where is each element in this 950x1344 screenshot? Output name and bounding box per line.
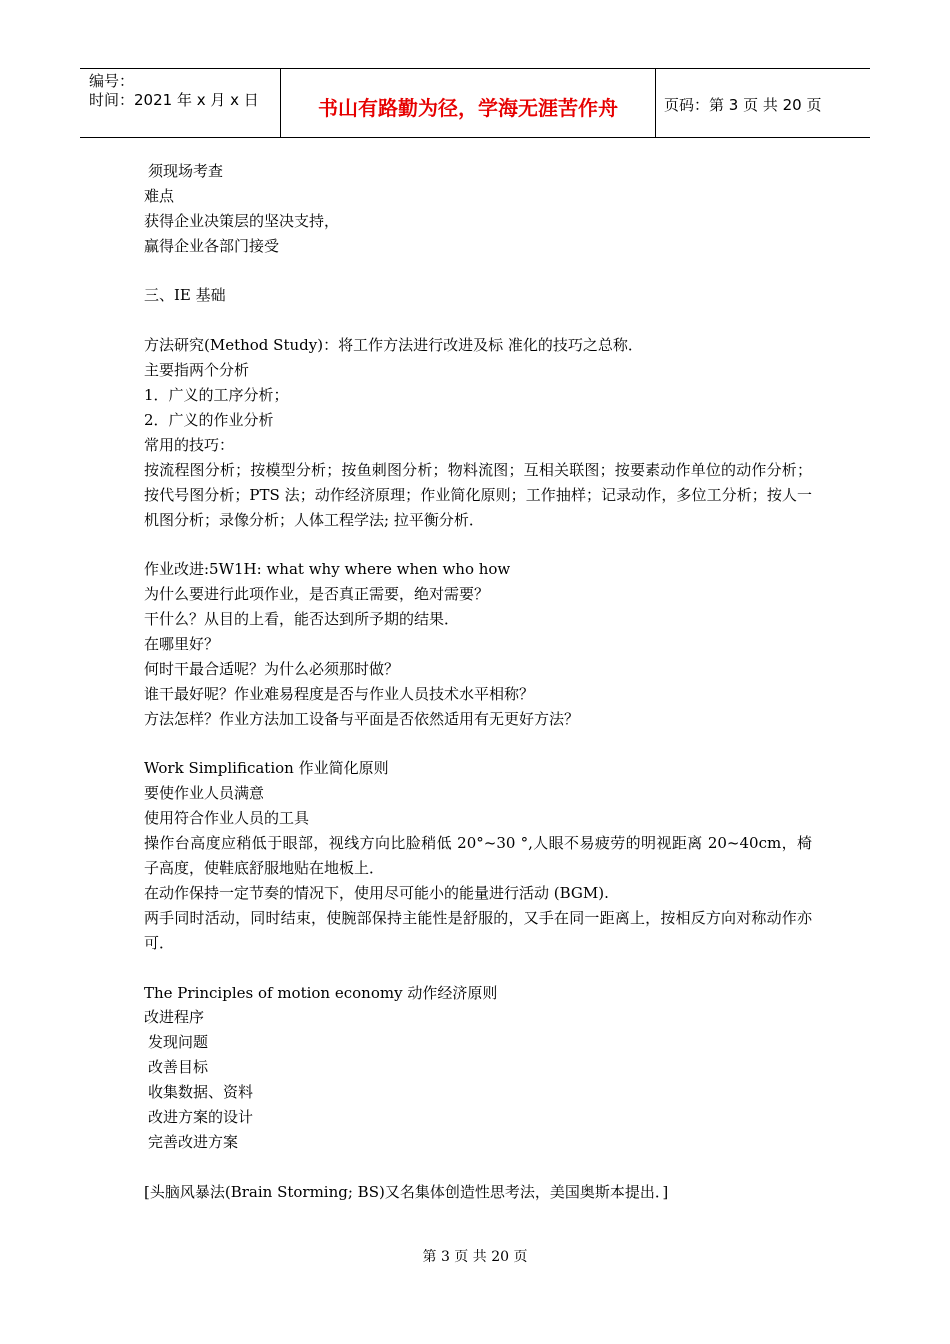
body-line: 为什么要进行此项作业，是否真正需要，绝对需要？	[144, 585, 490, 604]
body-line: 何时干最合适呢？为什么必须那时做？	[144, 659, 400, 678]
header-table	[80, 68, 870, 138]
body-line: 方法怎样？作业方法加工设备与平面是否依然适用有无更好方法？	[144, 709, 580, 728]
body-line: 常用的技巧：	[144, 435, 235, 454]
body-line: 赢得企业各部门接受	[144, 236, 280, 255]
body-line: 方法研究(Method Study)：将工作方法进行改进及标 准化的技巧之总称．	[144, 336, 643, 355]
body-line: Work Simplification 作业简化原则	[144, 759, 389, 778]
body-line: 获得企业决策层的坚决支持，	[144, 211, 340, 230]
body-line: 1．广义的工序分析；	[144, 386, 289, 405]
skills-paragraph: 按流程图分析；按模型分析；按鱼刺图分析；物料流图；互相关联图；按要素动作单位的动作分析；按代号图分析；PTS 法；动作经济原理；作业简化原则；工作抽样；记录动作，多位工分析；按人一机图分析；录像分析；人体工程学法; 拉平衡分析．	[144, 460, 812, 529]
page-info: 页码：第 3 页 共 20 页	[664, 96, 822, 114]
body-line: 难点	[144, 186, 175, 205]
body-line: 主要指两个分析	[144, 361, 250, 380]
body-line: The Principles of motion economy 动作经济原则	[144, 983, 498, 1002]
body-line: 要使作业人员满意	[144, 784, 265, 803]
step-item: 改进方案的设计	[148, 1107, 254, 1126]
body-line: 改进程序	[144, 1008, 205, 1027]
body-line: [头脑风暴法(Brain Storming; BS)又名集体创造性思考法，美国奥斯本提出．]	[144, 1182, 669, 1201]
blank-line	[144, 532, 812, 557]
step-item: 收集数据、资料	[148, 1083, 254, 1102]
body-line: 须现场考查	[148, 162, 224, 180]
blank-line	[144, 259, 812, 284]
body-line: 在哪里好？	[144, 634, 220, 653]
header-right-cell	[655, 69, 870, 137]
blank-line	[144, 308, 812, 333]
blank-line	[144, 732, 812, 757]
body-line: 在动作保持一定节奏的情况下，使用尽可能小的能量进行活动 (BGM).	[144, 883, 609, 902]
body-line: 谁干最好呢？作业难易程度是否与作业人员技术水平相称？	[144, 684, 535, 703]
section-heading: 三、IE 基础	[144, 286, 226, 305]
step-item: 改善目标	[148, 1058, 209, 1077]
body-line: 2．广义的作业分析	[144, 410, 274, 429]
body-line: 作业改进:5W1H: what why where when who how	[144, 560, 511, 579]
step-item: 完善改进方案	[148, 1132, 239, 1151]
time-label: 时间：2021 年 x 月 x 日	[89, 91, 259, 109]
body-line: 干什么？从目的上看，能否达到所予期的结果．	[144, 610, 460, 629]
body-paragraph: 操作台高度应稍低于眼部，视线方向比脸稍低 20°~30 °,人眼不易疲劳的明视距离 20~40cm，椅子高度，使鞋底舒服地贴在地板上．	[144, 834, 812, 877]
header-center-cell	[280, 69, 656, 137]
motto: 书山有路勤为径，学海无涯苦作舟	[318, 96, 618, 120]
header-left-cell	[80, 69, 280, 137]
body-paragraph: 两手同时活动，同时结束，使腕部保持主能性是舒服的，又手在同一距离上，按相反方向对称动作亦可．	[144, 908, 812, 952]
body-line: 使用符合作业人员的工具	[144, 809, 310, 828]
page-footer: 第 3 页 共 20 页	[422, 1249, 528, 1265]
number-label: 编号：	[89, 72, 135, 90]
step-item: 发现问题	[148, 1033, 209, 1052]
blank-line	[144, 1155, 812, 1180]
blank-line	[144, 956, 812, 981]
document-body	[144, 159, 812, 1205]
